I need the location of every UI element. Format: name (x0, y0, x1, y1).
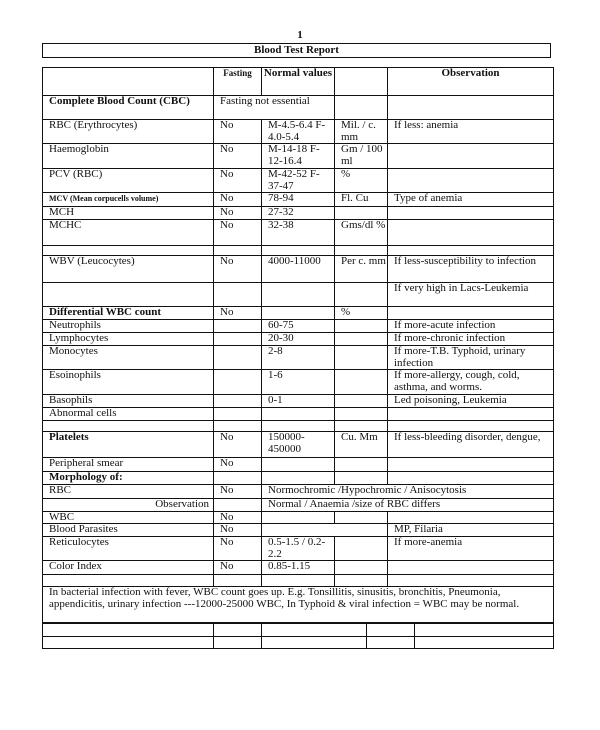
table-row (43, 575, 554, 587)
unit-cell (335, 333, 388, 346)
fasting-cell: No (214, 524, 262, 537)
table-row (43, 472, 554, 485)
unit-cell (335, 246, 388, 256)
fasting-cell: No (214, 561, 262, 575)
normal-values-cell: 0.85-1.15 (262, 561, 335, 575)
observation-cell (388, 421, 554, 432)
test-name-cell: Haemoglobin (43, 144, 214, 169)
table-row (43, 207, 554, 220)
page-number: 1 (297, 29, 303, 41)
blank-cell (415, 623, 554, 637)
table-row (43, 68, 554, 96)
normal-values-cell: 32-38 (262, 220, 335, 246)
test-name-cell: WBV (Leucocytes) (43, 256, 214, 283)
observation-cell (388, 561, 554, 575)
observation-cell (388, 220, 554, 246)
test-name-cell: Basophils (43, 395, 214, 408)
blank-cell (214, 637, 262, 649)
test-name-cell (43, 246, 214, 256)
fasting-cell: No (214, 458, 262, 472)
normal-values-cell (262, 408, 335, 421)
table-row (43, 120, 554, 144)
normal-values-cell: 150000-450000 (262, 432, 335, 458)
fasting-cell: No (214, 207, 262, 220)
normal-values-cell: 27-32 (262, 207, 335, 220)
table-row (43, 169, 554, 193)
normal-values-cell: 0-1 (262, 395, 335, 408)
test-name-cell (43, 68, 214, 96)
table-row (43, 193, 554, 207)
table-row (43, 220, 554, 246)
test-name-cell: RBC (43, 484, 214, 498)
unit-cell: Gms/dl % (335, 220, 388, 246)
fasting-cell (214, 408, 262, 421)
normal-values-cell (262, 307, 335, 320)
observation-cell (388, 472, 554, 485)
test-name-cell: Observation (43, 498, 214, 511)
test-name-cell: MCHC (43, 220, 214, 246)
observation-cell (388, 511, 554, 524)
normal-values-cell (262, 421, 335, 432)
fasting-cell: No (214, 144, 262, 169)
observation-cell: If more-acute infection (388, 320, 554, 333)
unit-cell (335, 370, 388, 395)
unit-cell (335, 207, 388, 220)
fasting-cell (214, 472, 262, 485)
blank-cell (262, 637, 367, 649)
blank-cell (262, 623, 367, 637)
table-row (43, 432, 554, 458)
fasting-cell (214, 575, 262, 587)
observation-cell: If less-bleeding disorder, dengue, (388, 432, 554, 458)
observation-cell: Type of anemia (388, 193, 554, 207)
unit-cell: Fl. Cu (335, 193, 388, 207)
unit-cell (335, 561, 388, 575)
table-row (43, 408, 554, 421)
normal-values-cell (262, 511, 335, 524)
normal-values-cell: 0.5-1.5 / 0.2-2.2 (262, 537, 335, 561)
normal-values-cell: M-4.5-6.4 F-4.0-5.4 (262, 120, 335, 144)
observation-cell (388, 458, 554, 472)
test-name-cell: Neutrophils (43, 320, 214, 333)
test-name-cell: WBC (43, 511, 214, 524)
fasting-cell (214, 346, 262, 370)
blank-cell (367, 623, 415, 637)
unit-cell (335, 346, 388, 370)
normal-values-cell: 4000-11000 (262, 256, 335, 283)
unit-cell (335, 458, 388, 472)
table-row (43, 283, 554, 307)
table-row (43, 458, 554, 472)
unit-cell (335, 408, 388, 421)
observation-cell: If less-susceptibility to infection (388, 256, 554, 283)
table-row (43, 307, 554, 320)
table-row (43, 333, 554, 346)
observation-cell: If less: anemia (388, 120, 554, 144)
fasting-cell: No (214, 537, 262, 561)
test-name-cell: PCV (RBC) (43, 169, 214, 193)
unit-cell: % (335, 169, 388, 193)
table-row (43, 246, 554, 256)
table-row (43, 256, 554, 283)
note-cell: In bacterial infection with fever, WBC count goes up. E.g. Tonsillitis, sinusitis, bronchitis, Pneumonia, appendicitis, urinary infection ---12000-25000 WBC, In Typhoid & viral infection = WBC may be normal. (43, 587, 554, 624)
table-row (43, 484, 554, 498)
unit-cell (335, 96, 388, 120)
observation-cell (388, 575, 554, 587)
observation-cell (388, 307, 554, 320)
test-name-cell: Morphology of: (43, 472, 214, 485)
blank-rows-table (42, 622, 554, 649)
normal-values-cell (262, 472, 335, 485)
observation-cell (388, 144, 554, 169)
test-name-cell: Color Index (43, 561, 214, 575)
test-name-cell: RBC (Erythrocytes) (43, 120, 214, 144)
test-name-cell: MCH (43, 207, 214, 220)
normal-values-cell: 1-6 (262, 370, 335, 395)
normal-values-cell: 2-8 (262, 346, 335, 370)
blank-cell (214, 623, 262, 637)
fasting-cell: No (214, 484, 262, 498)
unit-cell (335, 421, 388, 432)
normal-values-cell: Normochromic /Hypochromic / Anisocytosis (262, 484, 554, 498)
fasting-cell: No (214, 169, 262, 193)
observation-cell (388, 408, 554, 421)
normal-values-cell (262, 283, 335, 307)
table-row (43, 498, 554, 511)
test-name-cell (43, 575, 214, 587)
table-row (43, 144, 554, 169)
unit-cell (335, 283, 388, 307)
table-row (43, 370, 554, 395)
observation-cell: Led poisoning, Leukemia (388, 395, 554, 408)
blank-cell (367, 637, 415, 649)
observation-cell (388, 246, 554, 256)
fasting-cell (214, 395, 262, 408)
observation-cell (388, 96, 554, 120)
blank-cell (43, 623, 214, 637)
test-name-cell (43, 421, 214, 432)
table-row (43, 96, 554, 120)
fasting-cell: No (214, 432, 262, 458)
test-name-cell: Peripheral smear (43, 458, 214, 472)
blood-test-table (42, 67, 554, 624)
unit-cell (335, 537, 388, 561)
test-name-cell: Reticulocytes (43, 537, 214, 561)
fasting-cell: No (214, 256, 262, 283)
observation-cell: If more-anemia (388, 537, 554, 561)
table-row (43, 537, 554, 561)
unit-cell: Mil. / c. mm (335, 120, 388, 144)
table-row (43, 587, 554, 624)
test-name-cell: Lymphocytes (43, 333, 214, 346)
normal-values-cell (262, 524, 388, 537)
unit-cell (335, 68, 388, 96)
table-row (43, 395, 554, 408)
table-row (43, 511, 554, 524)
normal-values-cell: Normal / Anaemia /size of RBC differs (262, 498, 554, 511)
unit-cell (335, 320, 388, 333)
test-name-cell (43, 283, 214, 307)
report-title: Blood Test Report (42, 43, 551, 58)
unit-cell: Gm / 100 ml (335, 144, 388, 169)
normal-values-cell: 60-75 (262, 320, 335, 333)
test-name-cell: Differential WBC count (43, 307, 214, 320)
fasting-cell (214, 246, 262, 256)
fasting-cell: No (214, 193, 262, 207)
table-row (43, 320, 554, 333)
normal-values-cell: 78-94 (262, 193, 335, 207)
unit-cell (335, 395, 388, 408)
table-row (43, 524, 554, 537)
table-row (43, 421, 554, 432)
fasting-cell (214, 333, 262, 346)
observation-cell: If very high in Lacs-Leukemia (388, 283, 554, 307)
observation-cell: If more-chronic infection (388, 333, 554, 346)
test-name-cell: Esoinophils (43, 370, 214, 395)
unit-cell (335, 575, 388, 587)
unit-cell: % (335, 307, 388, 320)
test-name-cell: Platelets (43, 432, 214, 458)
normal-values-cell (262, 246, 335, 256)
observation-cell (388, 169, 554, 193)
test-name-cell: MCV (Mean corpucells volume) (43, 193, 214, 207)
table-row (43, 346, 554, 370)
fasting-cell: No (214, 120, 262, 144)
fasting-cell (214, 498, 262, 511)
fasting-cell: No (214, 307, 262, 320)
observation-cell: MP, Filaria (388, 524, 554, 537)
unit-cell (335, 511, 388, 524)
unit-cell: Per c. mm (335, 256, 388, 283)
normal-values-cell: M-42-52 F-37-47 (262, 169, 335, 193)
test-name-cell: Monocytes (43, 346, 214, 370)
unit-cell: Cu. Mm (335, 432, 388, 458)
normal-values-cell: Normal values (262, 68, 335, 96)
test-name-cell: Blood Parasites (43, 524, 214, 537)
fasting-cell (214, 421, 262, 432)
fasting-cell: No (214, 511, 262, 524)
test-name-cell: Complete Blood Count (CBC) (43, 96, 214, 120)
observation-cell (388, 207, 554, 220)
blank-cell (415, 637, 554, 649)
blank-cell (43, 637, 214, 649)
fasting-cell (214, 370, 262, 395)
test-name-cell: Abnormal cells (43, 408, 214, 421)
observation-cell: If more-T.B. Typhoid, urinary infection (388, 346, 554, 370)
normal-values-cell (262, 575, 335, 587)
normal-values-cell (262, 458, 335, 472)
observation-cell: If more-allergy, cough, cold, asthma, and worms. (388, 370, 554, 395)
normal-values-cell: 20-30 (262, 333, 335, 346)
normal-values-cell: M-14-18 F-12-16.4 (262, 144, 335, 169)
fasting-cell: Fasting not essential (214, 96, 335, 120)
fasting-cell (214, 283, 262, 307)
fasting-cell: No (214, 220, 262, 246)
table-row (43, 561, 554, 575)
fasting-cell: Fasting (214, 68, 262, 96)
observation-cell: Observation (388, 68, 554, 96)
fasting-cell (214, 320, 262, 333)
unit-cell (335, 472, 388, 485)
